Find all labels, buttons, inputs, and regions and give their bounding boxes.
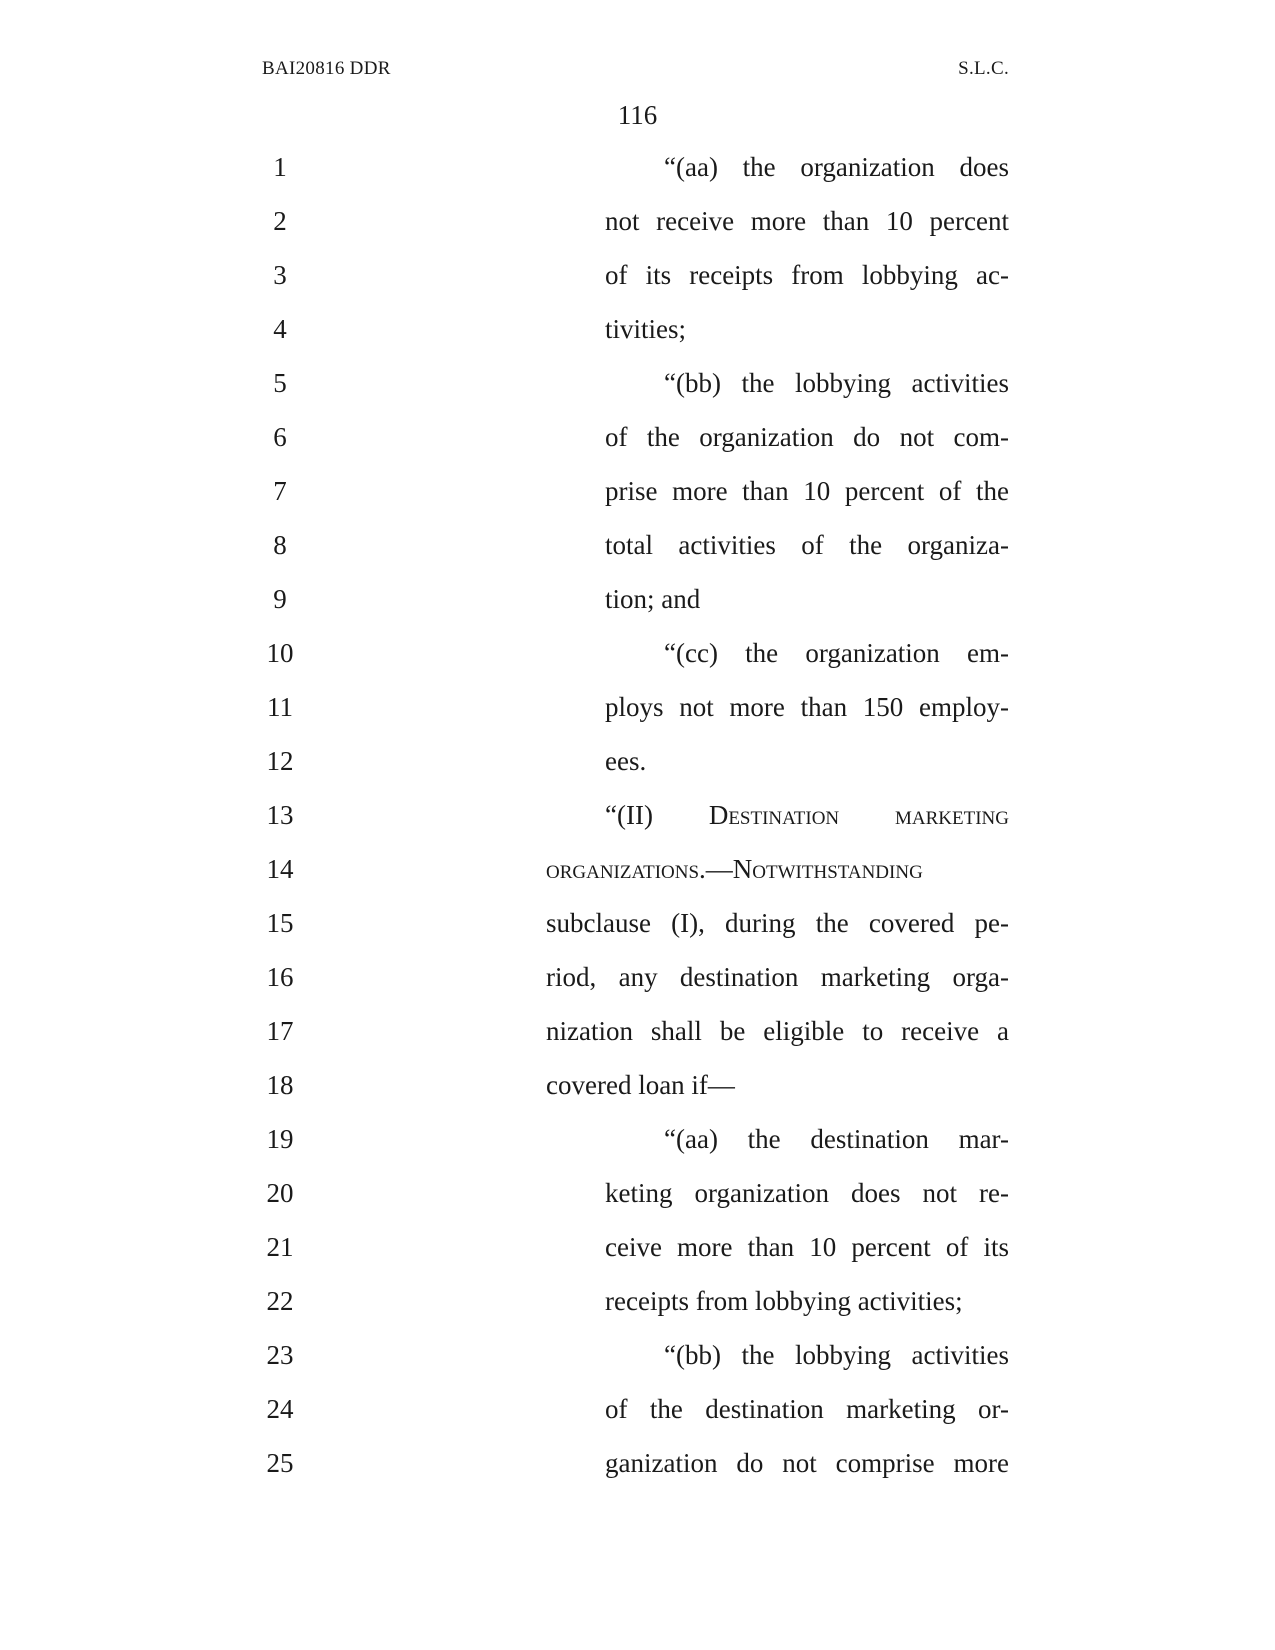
line-number: 13: [266, 800, 294, 830]
line-text: “(aa) the organization does: [664, 152, 1009, 182]
line-text: ploys not more than 150 employ-: [605, 692, 1009, 722]
line-text: of its receipts from lobbying ac-: [605, 260, 1009, 290]
line-text: “(bb) the lobbying activities: [664, 368, 1009, 398]
text-line: [0, 1112, 1275, 1166]
line-number: 21: [266, 1232, 294, 1262]
line-number: 9: [273, 584, 287, 614]
line-text: tion; and: [605, 584, 701, 614]
line-text: organizations.—Notwithstanding: [546, 854, 923, 884]
text-line: [0, 140, 1275, 194]
text-line: [0, 356, 1275, 410]
text-line: [0, 194, 1275, 248]
line-number: 19: [266, 1124, 294, 1154]
text-line: [0, 842, 1275, 896]
line-number: 24: [266, 1394, 294, 1424]
text-line: [0, 1058, 1275, 1112]
text-line: [0, 302, 1275, 356]
line-number: 3: [273, 260, 287, 290]
line-number: 16: [266, 962, 294, 992]
text-line: [0, 248, 1275, 302]
line-text: “(aa) the destination mar-: [664, 1124, 1009, 1154]
line-text: not receive more than 10 percent: [605, 206, 1009, 236]
text-line: [0, 1274, 1275, 1328]
line-number: 12: [266, 746, 294, 776]
line-text: prise more than 10 percent of the: [605, 476, 1009, 506]
text-line: [0, 626, 1275, 680]
line-text: subclause (I), during the covered pe-: [546, 908, 1009, 938]
line-text: ceive more than 10 percent of its: [605, 1232, 1009, 1262]
subclause-heading: “(II) Destination marketing: [605, 800, 1009, 830]
line-number: 11: [267, 692, 293, 722]
line-text: receipts from lobbying activities;: [605, 1286, 963, 1316]
text-line: [0, 1220, 1275, 1274]
text-line: [0, 410, 1275, 464]
text-line: [0, 1166, 1275, 1220]
text-line: [0, 518, 1275, 572]
line-number: 2: [273, 206, 287, 236]
text-line: [0, 680, 1275, 734]
line-number: 6: [273, 422, 287, 452]
line-text: covered loan if—: [546, 1070, 735, 1100]
line-number: 22: [266, 1286, 294, 1316]
line-number: 14: [266, 854, 294, 884]
line-text: riod, any destination marketing orga-: [546, 962, 1009, 992]
document-tag: S.L.C.: [958, 58, 1009, 79]
line-text: ees.: [605, 746, 647, 776]
text-line: [0, 572, 1275, 626]
line-number: 18: [266, 1070, 294, 1100]
line-number: 4: [273, 314, 287, 344]
line-text: of the organization do not com-: [605, 422, 1009, 452]
numbered-text-body: [0, 140, 1275, 1490]
line-text: “(bb) the lobbying activities: [664, 1340, 1009, 1370]
text-line: [0, 1382, 1275, 1436]
line-number: 15: [266, 908, 294, 938]
line-number: 25: [266, 1448, 294, 1478]
text-line: [0, 464, 1275, 518]
text-line: [0, 896, 1275, 950]
line-number: 20: [266, 1178, 294, 1208]
line-text: of the destination marketing or-: [605, 1394, 1009, 1424]
text-line: [0, 734, 1275, 788]
line-number: 8: [273, 530, 287, 560]
document-id: BAI20816 DDR: [262, 58, 391, 79]
text-line: [0, 788, 1275, 842]
line-text: nization shall be eligible to receive a: [546, 1016, 1009, 1046]
line-text: “(cc) the organization em-: [664, 638, 1009, 668]
line-number: 5: [273, 368, 287, 398]
text-line: [0, 1004, 1275, 1058]
line-text: keting organization does not re-: [605, 1178, 1009, 1208]
text-line: [0, 1328, 1275, 1382]
line-number: 10: [266, 638, 294, 668]
line-number: 7: [273, 476, 287, 506]
line-text: total activities of the organiza-: [605, 530, 1009, 560]
line-text: ganization do not comprise more: [605, 1448, 1009, 1478]
page-number: 116: [617, 100, 658, 130]
line-number: 23: [266, 1340, 294, 1370]
line-number: 17: [266, 1016, 294, 1046]
text-line: [0, 1436, 1275, 1490]
line-text: tivities;: [605, 314, 686, 344]
line-number: 1: [273, 152, 287, 182]
text-line: [0, 950, 1275, 1004]
